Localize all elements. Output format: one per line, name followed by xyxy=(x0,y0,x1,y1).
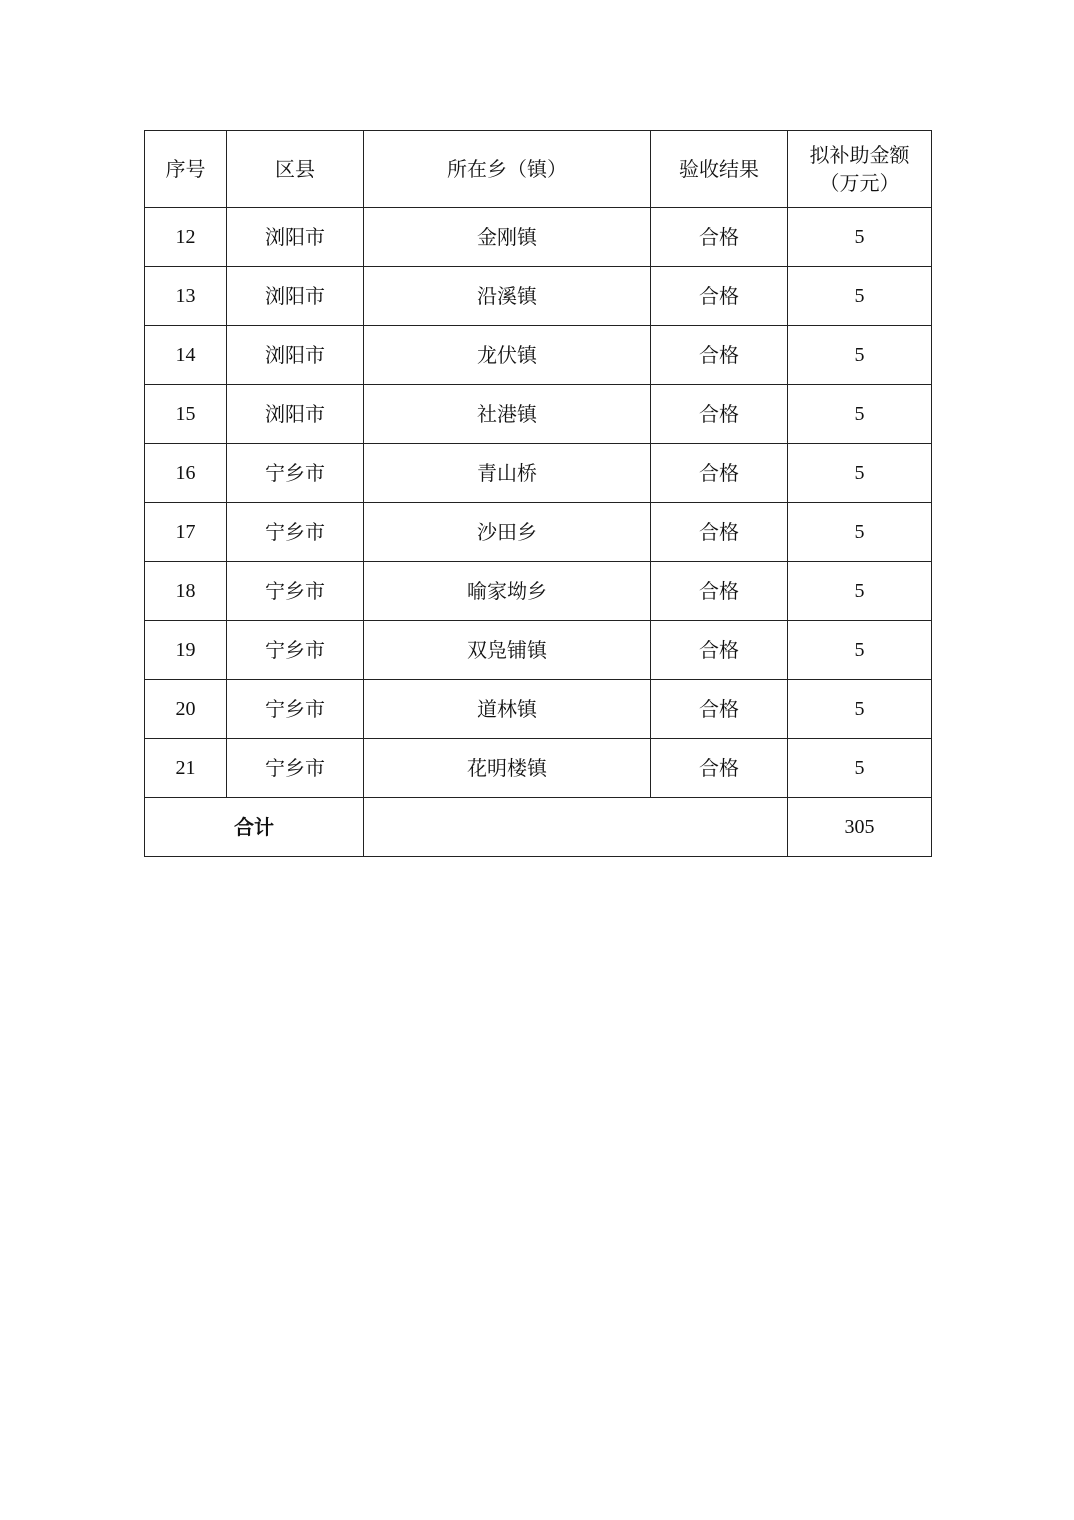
table-row xyxy=(145,680,932,739)
cell-county: 宁乡市 xyxy=(227,621,364,680)
cell-county: 浏阳市 xyxy=(227,385,364,444)
header-county: 区县 xyxy=(227,131,364,208)
cell-result: 合格 xyxy=(651,208,788,267)
cell-amount: 5 xyxy=(788,385,932,444)
table-row xyxy=(145,444,932,503)
cell-index: 13 xyxy=(145,267,227,326)
header-amount-line2: （万元） xyxy=(819,171,900,195)
table-row xyxy=(145,562,932,621)
cell-township: 龙伏镇 xyxy=(364,326,651,385)
total-label: 合计 xyxy=(145,798,364,857)
cell-county: 宁乡市 xyxy=(227,739,364,798)
cell-result: 合格 xyxy=(651,562,788,621)
cell-result: 合格 xyxy=(651,385,788,444)
cell-county: 浏阳市 xyxy=(227,326,364,385)
cell-result: 合格 xyxy=(651,739,788,798)
total-amount: 305 xyxy=(788,798,932,857)
cell-amount: 5 xyxy=(788,326,932,385)
cell-amount: 5 xyxy=(788,503,932,562)
cell-result: 合格 xyxy=(651,326,788,385)
cell-result: 合格 xyxy=(651,503,788,562)
cell-index: 20 xyxy=(145,680,227,739)
cell-township: 花明楼镇 xyxy=(364,739,651,798)
total-empty-cell xyxy=(364,798,788,857)
cell-index: 15 xyxy=(145,385,227,444)
cell-county: 宁乡市 xyxy=(227,562,364,621)
cell-index: 17 xyxy=(145,503,227,562)
table-row xyxy=(145,739,932,798)
header-township: 所在乡（镇） xyxy=(364,131,651,208)
header-result: 验收结果 xyxy=(651,131,788,208)
cell-county: 浏阳市 xyxy=(227,208,364,267)
table-row xyxy=(145,326,932,385)
header-amount xyxy=(788,131,932,208)
cell-index: 18 xyxy=(145,562,227,621)
cell-result: 合格 xyxy=(651,680,788,739)
cell-amount: 5 xyxy=(788,267,932,326)
cell-county: 浏阳市 xyxy=(227,267,364,326)
cell-amount: 5 xyxy=(788,680,932,739)
cell-township: 社港镇 xyxy=(364,385,651,444)
total-row xyxy=(145,798,932,857)
cell-county: 宁乡市 xyxy=(227,680,364,739)
cell-township: 双凫铺镇 xyxy=(364,621,651,680)
cell-amount: 5 xyxy=(788,562,932,621)
cell-township: 沙田乡 xyxy=(364,503,651,562)
table-row xyxy=(145,267,932,326)
table-body xyxy=(145,208,932,857)
table-row xyxy=(145,621,932,680)
header-amount-line1: 拟补助金额 xyxy=(809,143,910,167)
cell-township: 道林镇 xyxy=(364,680,651,739)
cell-index: 21 xyxy=(145,739,227,798)
cell-index: 16 xyxy=(145,444,227,503)
cell-result: 合格 xyxy=(651,621,788,680)
cell-county: 宁乡市 xyxy=(227,503,364,562)
cell-index: 12 xyxy=(145,208,227,267)
cell-result: 合格 xyxy=(651,267,788,326)
cell-township: 喻家坳乡 xyxy=(364,562,651,621)
cell-index: 19 xyxy=(145,621,227,680)
cell-township: 沿溪镇 xyxy=(364,267,651,326)
cell-result: 合格 xyxy=(651,444,788,503)
header-index: 序号 xyxy=(145,131,227,208)
cell-township: 青山桥 xyxy=(364,444,651,503)
cell-amount: 5 xyxy=(788,739,932,798)
cell-index: 14 xyxy=(145,326,227,385)
table-row xyxy=(145,503,932,562)
cell-amount: 5 xyxy=(788,621,932,680)
subsidy-table xyxy=(144,130,932,857)
cell-township: 金刚镇 xyxy=(364,208,651,267)
table-row xyxy=(145,385,932,444)
cell-amount: 5 xyxy=(788,444,932,503)
cell-county: 宁乡市 xyxy=(227,444,364,503)
cell-amount: 5 xyxy=(788,208,932,267)
table-row xyxy=(145,208,932,267)
table-header-row xyxy=(145,131,932,208)
